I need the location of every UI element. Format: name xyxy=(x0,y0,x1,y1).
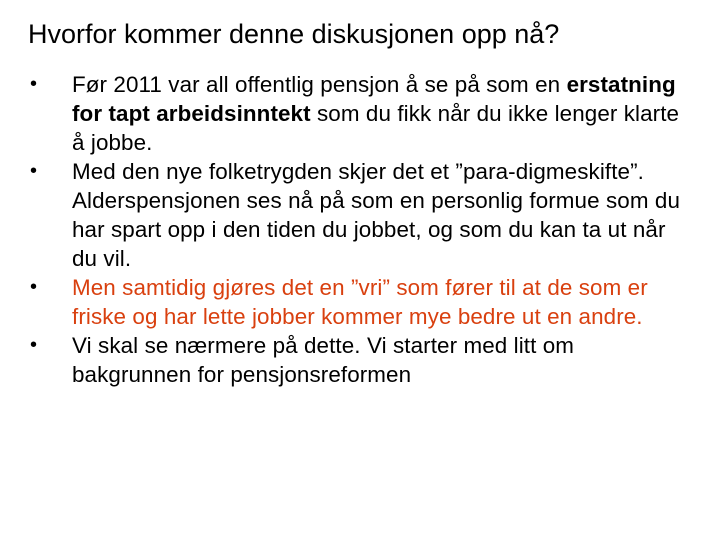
bullet-item-2 xyxy=(30,157,685,273)
bullet-text: Med den nye folketrygden skjer det et ”para-digmeskifte”. Alderspensjonen ses nå på som en personlig formue som du har spart opp i den tiden du jobbet, og som du kan ta ut når du vil. xyxy=(72,159,681,271)
bullet-item-3 xyxy=(30,273,685,331)
bullet-text-part: som du fikk når du ikke lenger klarte å jobbe. xyxy=(72,101,680,155)
bullet-dot-icon: • xyxy=(30,160,38,182)
bullet-text xyxy=(72,72,679,155)
bullet-text-highlighted: Men samtidig gjøres det en ”vri” som fører til at de som er friske og har lette jobber kommer mye bedre ut en andre. xyxy=(72,275,648,329)
bullet-item-1 xyxy=(30,70,685,157)
bullet-dot-icon: • xyxy=(30,276,38,298)
bullet-text-bold: erstatning for tapt arbeidsinntekt xyxy=(72,72,676,126)
bullet-text: Vi skal se nærmere på dette. Vi starter med litt om bakgrunnen for pensjonsreformen xyxy=(72,333,575,387)
bullet-item-4 xyxy=(30,331,685,389)
bullet-text-part: Før 2011 var all offentlig pensjon å se på som en xyxy=(72,72,567,97)
bullet-list xyxy=(30,70,685,389)
slide-title: Hvorfor kommer denne diskusjonen opp nå? xyxy=(28,19,560,49)
bullet-dot-icon: • xyxy=(30,73,38,95)
bullet-dot-icon: • xyxy=(30,334,38,356)
